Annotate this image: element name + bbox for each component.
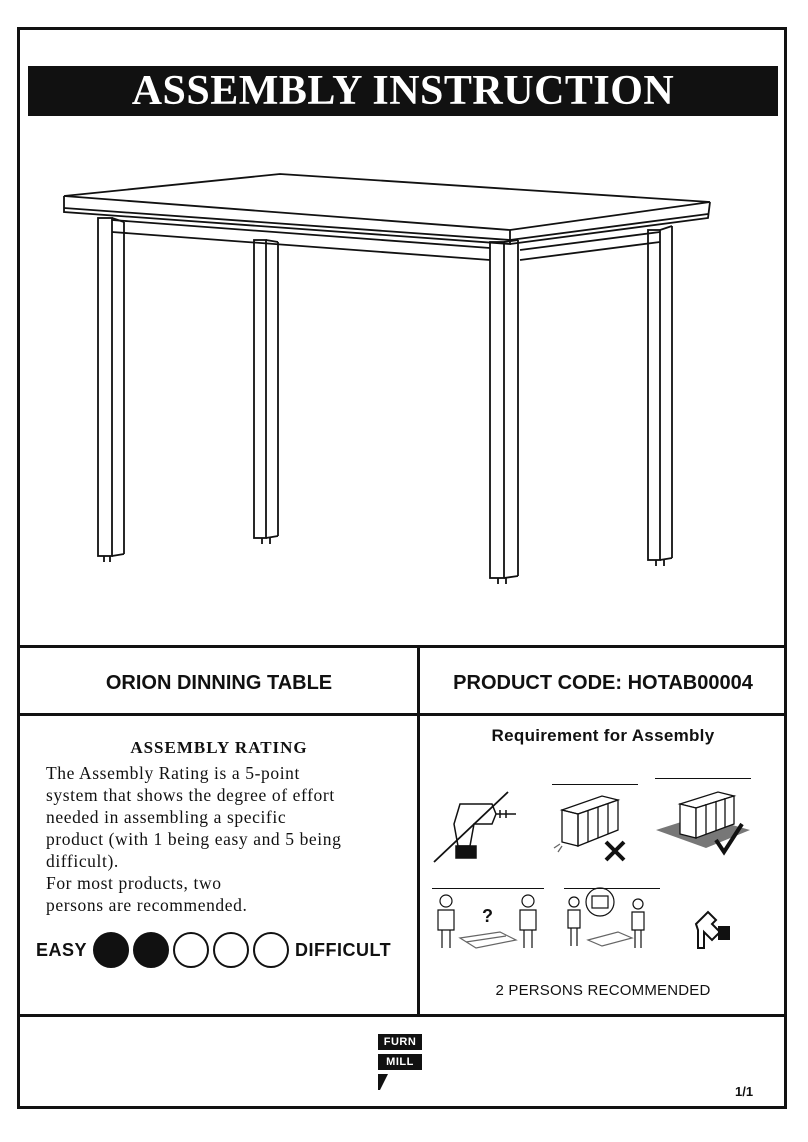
assemble-on-bare-floor-wrong-icon	[548, 790, 644, 862]
rating-line: system that shows the degree of effort	[46, 785, 335, 805]
rating-line: For most products, two	[46, 873, 222, 893]
no-power-drill-icon	[430, 790, 530, 870]
rating-dots	[89, 932, 289, 968]
rating-dot	[253, 932, 289, 968]
svg-text:?: ?	[482, 906, 493, 926]
person-reading-manual-icon	[562, 884, 662, 954]
table-illustration	[60, 170, 720, 590]
divider-bottom	[17, 1014, 787, 1017]
rating-line: persons are recommended.	[46, 895, 248, 915]
rating-line: needed in assembling a specific	[46, 807, 287, 827]
page-number: 1/1	[735, 1084, 754, 1099]
logo-line-2: MILL	[378, 1054, 422, 1070]
persons-recommended-text: 2 PERSONS RECOMMENDED	[495, 982, 711, 999]
rating-line: product (with 1 being easy and 5 being	[46, 829, 342, 849]
logo-line-1: FURN	[378, 1034, 422, 1050]
logo-mark-icon	[378, 1074, 398, 1090]
rating-line: difficult).	[46, 851, 119, 871]
product-code: PRODUCT CODE: HOTAB00004	[453, 671, 753, 694]
icon-underline	[552, 784, 638, 785]
assembly-rating-heading: ASSEMBLY RATING	[130, 738, 308, 757]
rating-dot	[173, 932, 209, 968]
icon-underline	[432, 888, 544, 889]
easy-label: EASY	[36, 939, 88, 960]
rating-dot	[213, 932, 249, 968]
rating-line: The Assembly Rating is a 5-point	[46, 763, 300, 783]
icon-underline	[655, 778, 751, 779]
assembly-rating-description	[46, 762, 406, 916]
assemble-on-mat-correct-icon	[654, 790, 754, 862]
hand-pointing-icon	[690, 904, 736, 956]
brand-logo	[378, 1034, 422, 1090]
rating-dot	[93, 932, 129, 968]
divider-top	[17, 645, 787, 648]
page-title: ASSEMBLY INSTRUCTION	[28, 66, 778, 116]
difficult-label: DIFFICULT	[295, 939, 392, 960]
rating-dot	[133, 932, 169, 968]
requirements-title: Requirement for Assembly	[491, 726, 715, 745]
product-name: ORION DINNING TABLE	[105, 671, 333, 694]
rating-scale	[36, 932, 391, 968]
person-confused-icon	[430, 892, 550, 954]
